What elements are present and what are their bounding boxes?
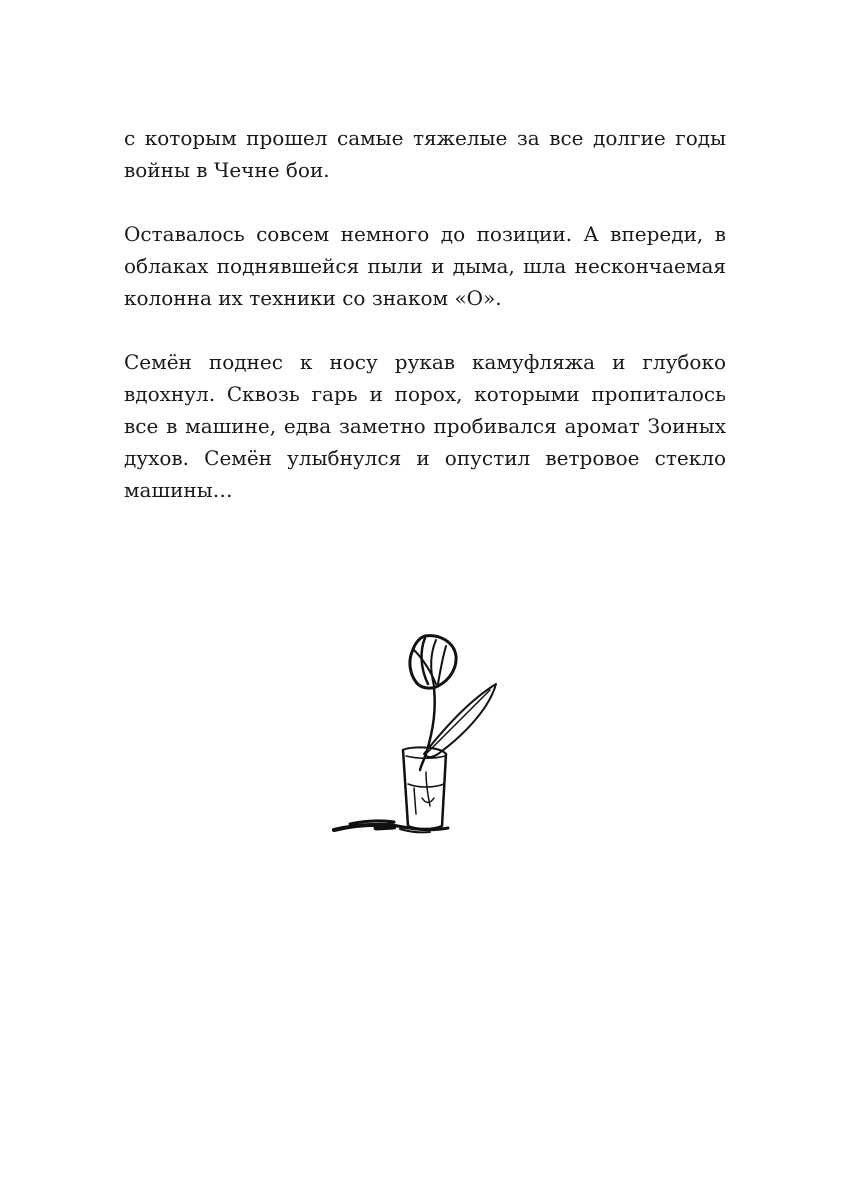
paragraph-2: Оставалось совсем немного до позиции. А впереди, в облаках поднявшейся пыли и дыма, шла нескончаемая колонна их техники со знаком «О». [124,222,726,310]
paragraph-3: Семён поднес к носу рукав камуфляжа и глубоко вдохнул. Сквозь гарь и порох, которыми пропиталось все в машине, едва заметно пробивался аромат Зоиных духов. Семён улыбнулся и опустил ветровое стекло машины… [124,350,726,502]
tulip-in-glass-sketch-icon [330,628,505,848]
body-text [124,122,726,538]
paragraph-1: с которым прошел самые тяжелые за все долгие годы войны в Чечне бои. [124,126,726,182]
